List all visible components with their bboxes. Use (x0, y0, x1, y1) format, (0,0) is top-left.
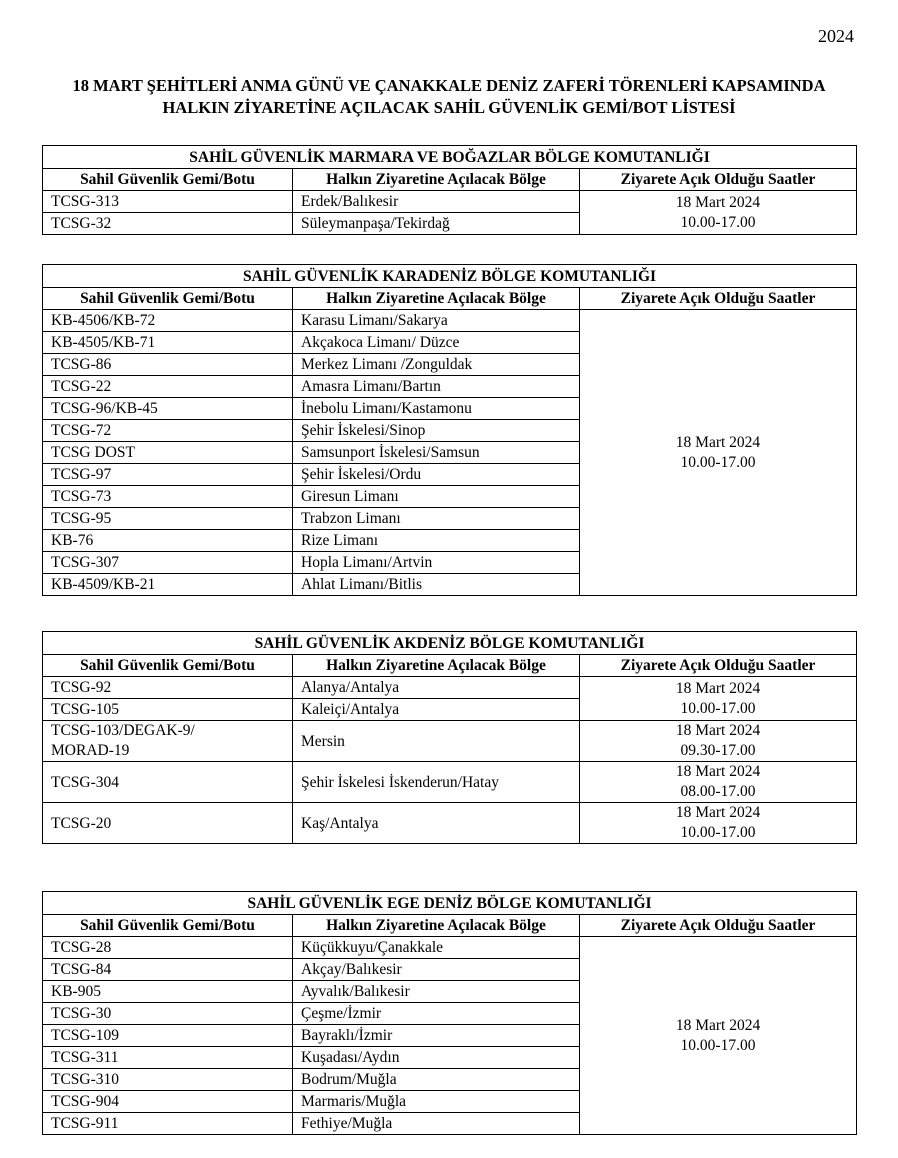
ship-cell: KB-905 (43, 981, 293, 1003)
hours-time: 10.00-17.00 (680, 699, 756, 717)
hours-date: 18 Mart 2024 (675, 763, 761, 780)
column-header-ship: Sahil Güvenlik Gemi/Botu (43, 915, 293, 937)
area-cell: Çeşme/İzmir (293, 1003, 580, 1025)
ship-cell: TCSG-28 (43, 937, 293, 959)
table-row (43, 310, 857, 332)
area-cell: Kaleiçi/Antalya (293, 699, 580, 721)
ship-cell: KB-4509/KB-21 (43, 574, 293, 596)
hours-cell (580, 803, 857, 844)
ship-cell: TCSG-313 (43, 191, 293, 213)
ship-cell: TCSG-96/KB-45 (43, 398, 293, 420)
hours-date: 18 Mart 2024 (675, 804, 761, 821)
column-header-hours: Ziyarete Açık Olduğu Saatler (580, 169, 857, 191)
region-title: SAHİL GÜVENLİK AKDENİZ BÖLGE KOMUTANLIĞI (43, 632, 857, 655)
area-cell: Ahlat Limanı/Bitlis (293, 574, 580, 596)
hours-date: 18 Mart 2024 (675, 193, 761, 211)
document-title (0, 75, 898, 119)
ship-cell: TCSG-20 (43, 803, 293, 844)
hours-cell (580, 937, 857, 1135)
ship-cell: TCSG-307 (43, 552, 293, 574)
area-cell: Erdek/Balıkesir (293, 191, 580, 213)
area-cell: Marmaris/Muğla (293, 1091, 580, 1113)
hours-cell (580, 310, 857, 596)
area-cell: Rize Limanı (293, 530, 580, 552)
area-cell: Trabzon Limanı (293, 508, 580, 530)
ege-region-table (42, 891, 857, 1135)
hours-time: 10.00-17.00 (680, 1036, 756, 1054)
ship-cell: TCSG-310 (43, 1069, 293, 1091)
area-cell: Kuşadası/Aydın (293, 1047, 580, 1069)
hours-date: 18 Mart 2024 (675, 1016, 761, 1034)
region-title: SAHİL GÜVENLİK EGE DENİZ BÖLGE KOMUTANLIĞI (43, 892, 857, 915)
title-line-1: 18 MART ŞEHİTLERİ ANMA GÜNÜ VE ÇANAKKALE DENİZ ZAFERİ TÖRENLERİ KAPSAMINDA (72, 76, 826, 95)
area-cell: Bayraklı/İzmir (293, 1025, 580, 1047)
hours-cell (580, 191, 857, 235)
hours-date: 18 Mart 2024 (675, 679, 761, 697)
area-cell: Alanya/Antalya (293, 677, 580, 699)
ship-cell: TCSG-22 (43, 376, 293, 398)
area-cell: Karasu Limanı/Sakarya (293, 310, 580, 332)
document-year: 2024 (818, 26, 854, 46)
ship-cell: KB-76 (43, 530, 293, 552)
hours-time: 10.00-17.00 (680, 453, 756, 471)
hours-cell (580, 677, 857, 721)
ship-cell: TCSG-311 (43, 1047, 293, 1069)
hours-time: 10.00-17.00 (680, 824, 756, 841)
column-header-hours: Ziyarete Açık Olduğu Saatler (580, 288, 857, 310)
ship-cell: KB-4505/KB-71 (43, 332, 293, 354)
area-cell: Akçay/Balıkesir (293, 959, 580, 981)
area-cell: Ayvalık/Balıkesir (293, 981, 580, 1003)
area-cell: Küçükkuyu/Çanakkale (293, 937, 580, 959)
table-row (43, 721, 857, 762)
ship-cell: TCSG-105 (43, 699, 293, 721)
area-cell: Mersin (293, 721, 580, 762)
column-header-ship: Sahil Güvenlik Gemi/Botu (43, 169, 293, 191)
ship-cell: TCSG-72 (43, 420, 293, 442)
ship-cell: TCSG-30 (43, 1003, 293, 1025)
hours-time: 08.00-17.00 (680, 783, 756, 800)
ship-cell: KB-4506/KB-72 (43, 310, 293, 332)
area-cell: Şehir İskelesi/Ordu (293, 464, 580, 486)
hours-date: 18 Mart 2024 (675, 722, 761, 739)
area-cell: Amasra Limanı/Bartın (293, 376, 580, 398)
area-cell: Hopla Limanı/Artvin (293, 552, 580, 574)
ship-cell (43, 721, 293, 762)
area-cell: İnebolu Limanı/Kastamonu (293, 398, 580, 420)
area-cell: Süleymanpaşa/Tekirdağ (293, 213, 580, 235)
area-cell: Giresun Limanı (293, 486, 580, 508)
area-cell: Bodrum/Muğla (293, 1069, 580, 1091)
ship-cell: TCSG-911 (43, 1113, 293, 1135)
ship-cell: TCSG-97 (43, 464, 293, 486)
ship-name-line-2: MORAD-19 (51, 742, 130, 759)
column-header-ship: Sahil Güvenlik Gemi/Botu (43, 288, 293, 310)
area-cell: Akçakoca Limanı/ Düzce (293, 332, 580, 354)
ship-cell: TCSG-32 (43, 213, 293, 235)
table-row (43, 191, 857, 213)
area-cell: Şehir İskelesi/Sinop (293, 420, 580, 442)
area-cell: Fethiye/Muğla (293, 1113, 580, 1135)
column-header-area: Halkın Ziyaretine Açılacak Bölge (293, 655, 580, 677)
ship-cell: TCSG-95 (43, 508, 293, 530)
table-row (43, 677, 857, 699)
hours-date: 18 Mart 2024 (675, 433, 761, 451)
hours-cell (580, 721, 857, 762)
area-cell: Kaş/Antalya (293, 803, 580, 844)
area-cell: Şehir İskelesi İskenderun/Hatay (293, 762, 580, 803)
hours-time: 09.30-17.00 (680, 742, 756, 759)
ship-cell: TCSG-92 (43, 677, 293, 699)
ship-cell: TCSG-904 (43, 1091, 293, 1113)
region-title: SAHİL GÜVENLİK MARMARA VE BOĞAZLAR BÖLGE KOMUTANLIĞI (43, 146, 857, 169)
table-row (43, 762, 857, 803)
column-header-hours: Ziyarete Açık Olduğu Saatler (580, 915, 857, 937)
hours-time: 10.00-17.00 (680, 213, 756, 231)
ship-cell: TCSG-73 (43, 486, 293, 508)
column-header-hours: Ziyarete Açık Olduğu Saatler (580, 655, 857, 677)
ship-cell: TCSG-304 (43, 762, 293, 803)
ship-name-line-1: TCSG-103/DEGAK-9/ (51, 722, 195, 739)
column-header-area: Halkın Ziyaretine Açılacak Bölge (293, 915, 580, 937)
area-cell: Samsunport İskelesi/Samsun (293, 442, 580, 464)
column-header-ship: Sahil Güvenlik Gemi/Botu (43, 655, 293, 677)
column-header-area: Halkın Ziyaretine Açılacak Bölge (293, 169, 580, 191)
akdeniz-region-table (42, 631, 857, 844)
area-cell: Merkez Limanı /Zonguldak (293, 354, 580, 376)
hours-cell (580, 762, 857, 803)
karadeniz-region-table (42, 264, 857, 596)
table-row (43, 803, 857, 844)
ship-cell: TCSG-109 (43, 1025, 293, 1047)
ship-cell: TCSG-84 (43, 959, 293, 981)
table-row (43, 937, 857, 959)
column-header-area: Halkın Ziyaretine Açılacak Bölge (293, 288, 580, 310)
title-line-2: HALKIN ZİYARETİNE AÇILACAK SAHİL GÜVENLİK GEMİ/BOT LİSTESİ (162, 98, 736, 117)
region-title: SAHİL GÜVENLİK KARADENİZ BÖLGE KOMUTANLIĞI (43, 265, 857, 288)
ship-cell: TCSG-86 (43, 354, 293, 376)
marmara-region-table (42, 145, 857, 235)
ship-cell: TCSG DOST (43, 442, 293, 464)
